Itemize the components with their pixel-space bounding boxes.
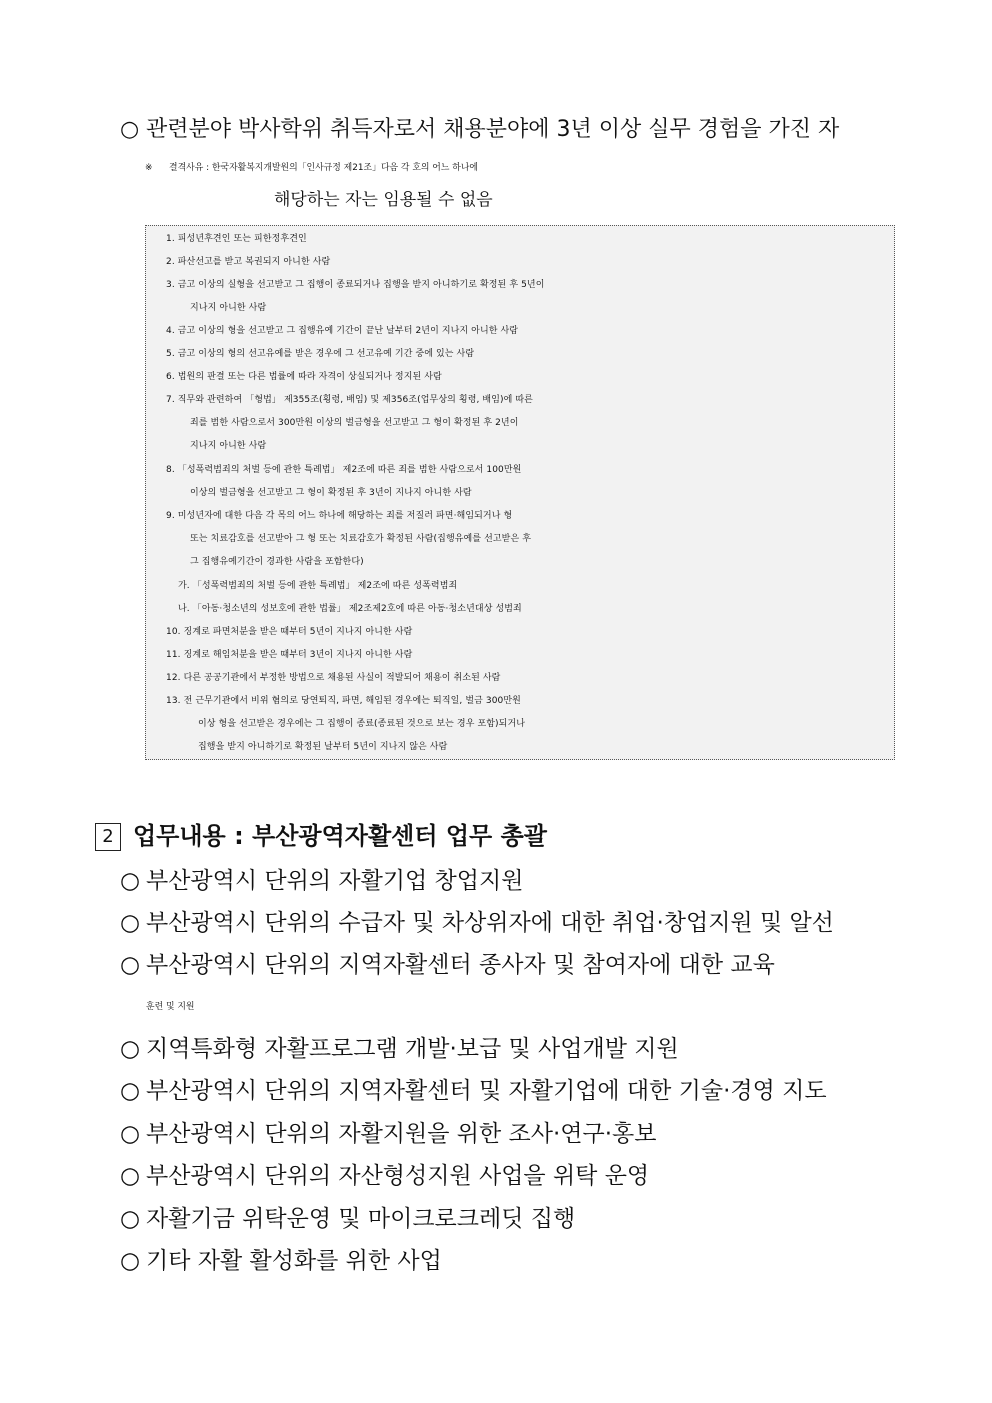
duty-item: ○ 부산광역시 단위의 자산형성지원 사업을 위탁 운영 (120, 1156, 900, 1196)
bullet-circle: ○ (120, 952, 141, 978)
list-subitem: 가. 「성폭력범죄의 처벌 등에 관한 특례법」 제2조에 따른 성폭력범죄 (178, 581, 458, 591)
section-title-text: 업무내용 : 부산광역자활센터 업무 총괄 (133, 822, 547, 850)
duty-item-continued: 훈련 및 지원 (146, 1002, 195, 1012)
bullet-circle: ○ (120, 910, 141, 936)
duty-item: ○ 부산광역시 단위의 자활지원을 위한 조사·연구·홍보 (120, 1114, 900, 1154)
section-number-box: 2 (95, 823, 121, 851)
list-item: 8. 「성폭력범죄의 처벌 등에 관한 특례법」 제2조에 따른 죄를 범한 사람으로서 100만원 (166, 465, 522, 475)
list-item-continued: 지나지 아니한 사람 (190, 303, 267, 313)
list-item-continued: 지나지 아니한 사람 (190, 441, 267, 451)
list-item: 9. 미성년자에 대한 다음 각 목의 어느 하나에 해당하는 죄를 저질러 파면·해임되거나 형 (166, 511, 513, 521)
duty-item: ○ 기타 자활 활성화를 위한 사업 (120, 1241, 900, 1281)
list-item-continued: 이상 형을 선고받은 경우에는 그 집행이 종료(종료된 것으로 보는 경우 포함)되거나 (198, 719, 526, 729)
bullet-circle: ○ (120, 1078, 141, 1104)
list-item: 12. 다른 공공기관에서 부정한 방법으로 채용된 사실이 적발되어 채용이 취소된 사람 (166, 673, 501, 683)
list-item: 11. 징계로 해임처분을 받은 때부터 3년이 지나지 아니한 사람 (166, 650, 413, 660)
duty-item: ○ 자활기금 위탁운영 및 마이크로크레딧 집행 (120, 1199, 900, 1239)
list-item: 6. 법원의 판결 또는 다른 법률에 따라 자격이 상실되거나 정지된 사람 (166, 372, 442, 382)
duty-item: ○ 부산광역시 단위의 자활기업 창업지원 (120, 861, 900, 901)
list-item: 5. 금고 이상의 형의 선고유예를 받은 경우에 그 선고유예 기간 중에 있는 사람 (166, 349, 475, 359)
bullet-circle: ○ (120, 868, 141, 894)
list-item: 13. 전 근무기관에서 비위 혐의로 당연퇴직, 파면, 해임된 경우에는 퇴직일, 벌금 300만원 (166, 696, 521, 706)
list-item: 10. 징계로 파면처분을 받은 때부터 5년이 지나지 아니한 사람 (166, 627, 413, 637)
duty-item: ○ 지역특화형 자활프로그램 개발·보급 및 사업개발 지원 (120, 1029, 900, 1069)
list-item: 2. 파산선고를 받고 복권되지 아니한 사람 (166, 257, 331, 267)
list-item-continued: 이상의 벌금형을 선고받고 그 형이 확정된 후 3년이 지나지 아니한 사람 (190, 488, 472, 498)
list-item: 1. 피성년후견인 또는 피한정후견인 (166, 234, 307, 244)
list-subitem: 나. 「아동·청소년의 성보호에 관한 법률」 제2조제2호에 따른 아동·청소년대상 성범죄 (178, 604, 522, 614)
bullet-circle: ○ (120, 1206, 141, 1232)
section-heading (95, 818, 547, 854)
list-item-continued: 죄를 범한 사람으로서 300만원 이상의 벌금형을 선고받고 그 형이 확정된 후 2년이 (190, 418, 519, 428)
bullet-circle: ○ (120, 1036, 141, 1062)
note-line-2: 해당하는 자는 임용될 수 없음 (274, 190, 493, 210)
note-line-1: 결격사유 : 한국자활복지개발원의「인사규정 제21조」다음 각 호의 어느 하나에 (169, 163, 478, 173)
bullet-circle: ○ (120, 1121, 141, 1147)
duty-item: ○ 부산광역시 단위의 지역자활센터 종사자 및 참여자에 대한 교육 (120, 945, 900, 985)
bullet-circle: ○ (120, 117, 140, 142)
list-item-continued: 그 집행유예기간이 경과한 사람을 포함한다) (190, 557, 364, 567)
qualification-line (120, 115, 900, 145)
duty-item: ○ 부산광역시 단위의 지역자활센터 및 자활기업에 대한 기술·경영 지도 (120, 1071, 900, 1111)
qualification-text: 관련분야 박사학위 취득자로서 채용분야에 3년 이상 실무 경험을 가진 자 (146, 117, 840, 142)
reference-mark: ※ (145, 163, 153, 173)
list-item: 4. 금고 이상의 형을 선고받고 그 집행유예 기간이 끝난 날부터 2년이 지나지 아니한 사람 (166, 326, 519, 336)
duty-item: ○ 부산광역시 단위의 수급자 및 차상위자에 대한 취업·창업지원 및 알선 (120, 903, 900, 943)
bullet-circle: ○ (120, 1248, 141, 1274)
disqualification-note (145, 153, 905, 183)
disqualification-box (145, 225, 895, 760)
bullet-circle: ○ (120, 1163, 141, 1189)
list-item: 3. 금고 이상의 실형을 선고받고 그 집행이 종료되거나 집행을 받지 아니하기로 확정된 후 5년이 (166, 280, 545, 290)
list-item-continued: 또는 치료감호를 선고받아 그 형 또는 치료감호가 확정된 사람(집행유예를 선고받은 후 (190, 534, 532, 544)
list-item-continued: 집행을 받지 아니하기로 확정된 날부터 5년이 지나지 않은 사람 (198, 742, 448, 752)
list-item: 7. 직무와 관련하여 「형법」 제355조(횡령, 배임) 및 제356조(업무상의 횡령, 배임)에 따른 (166, 395, 533, 405)
